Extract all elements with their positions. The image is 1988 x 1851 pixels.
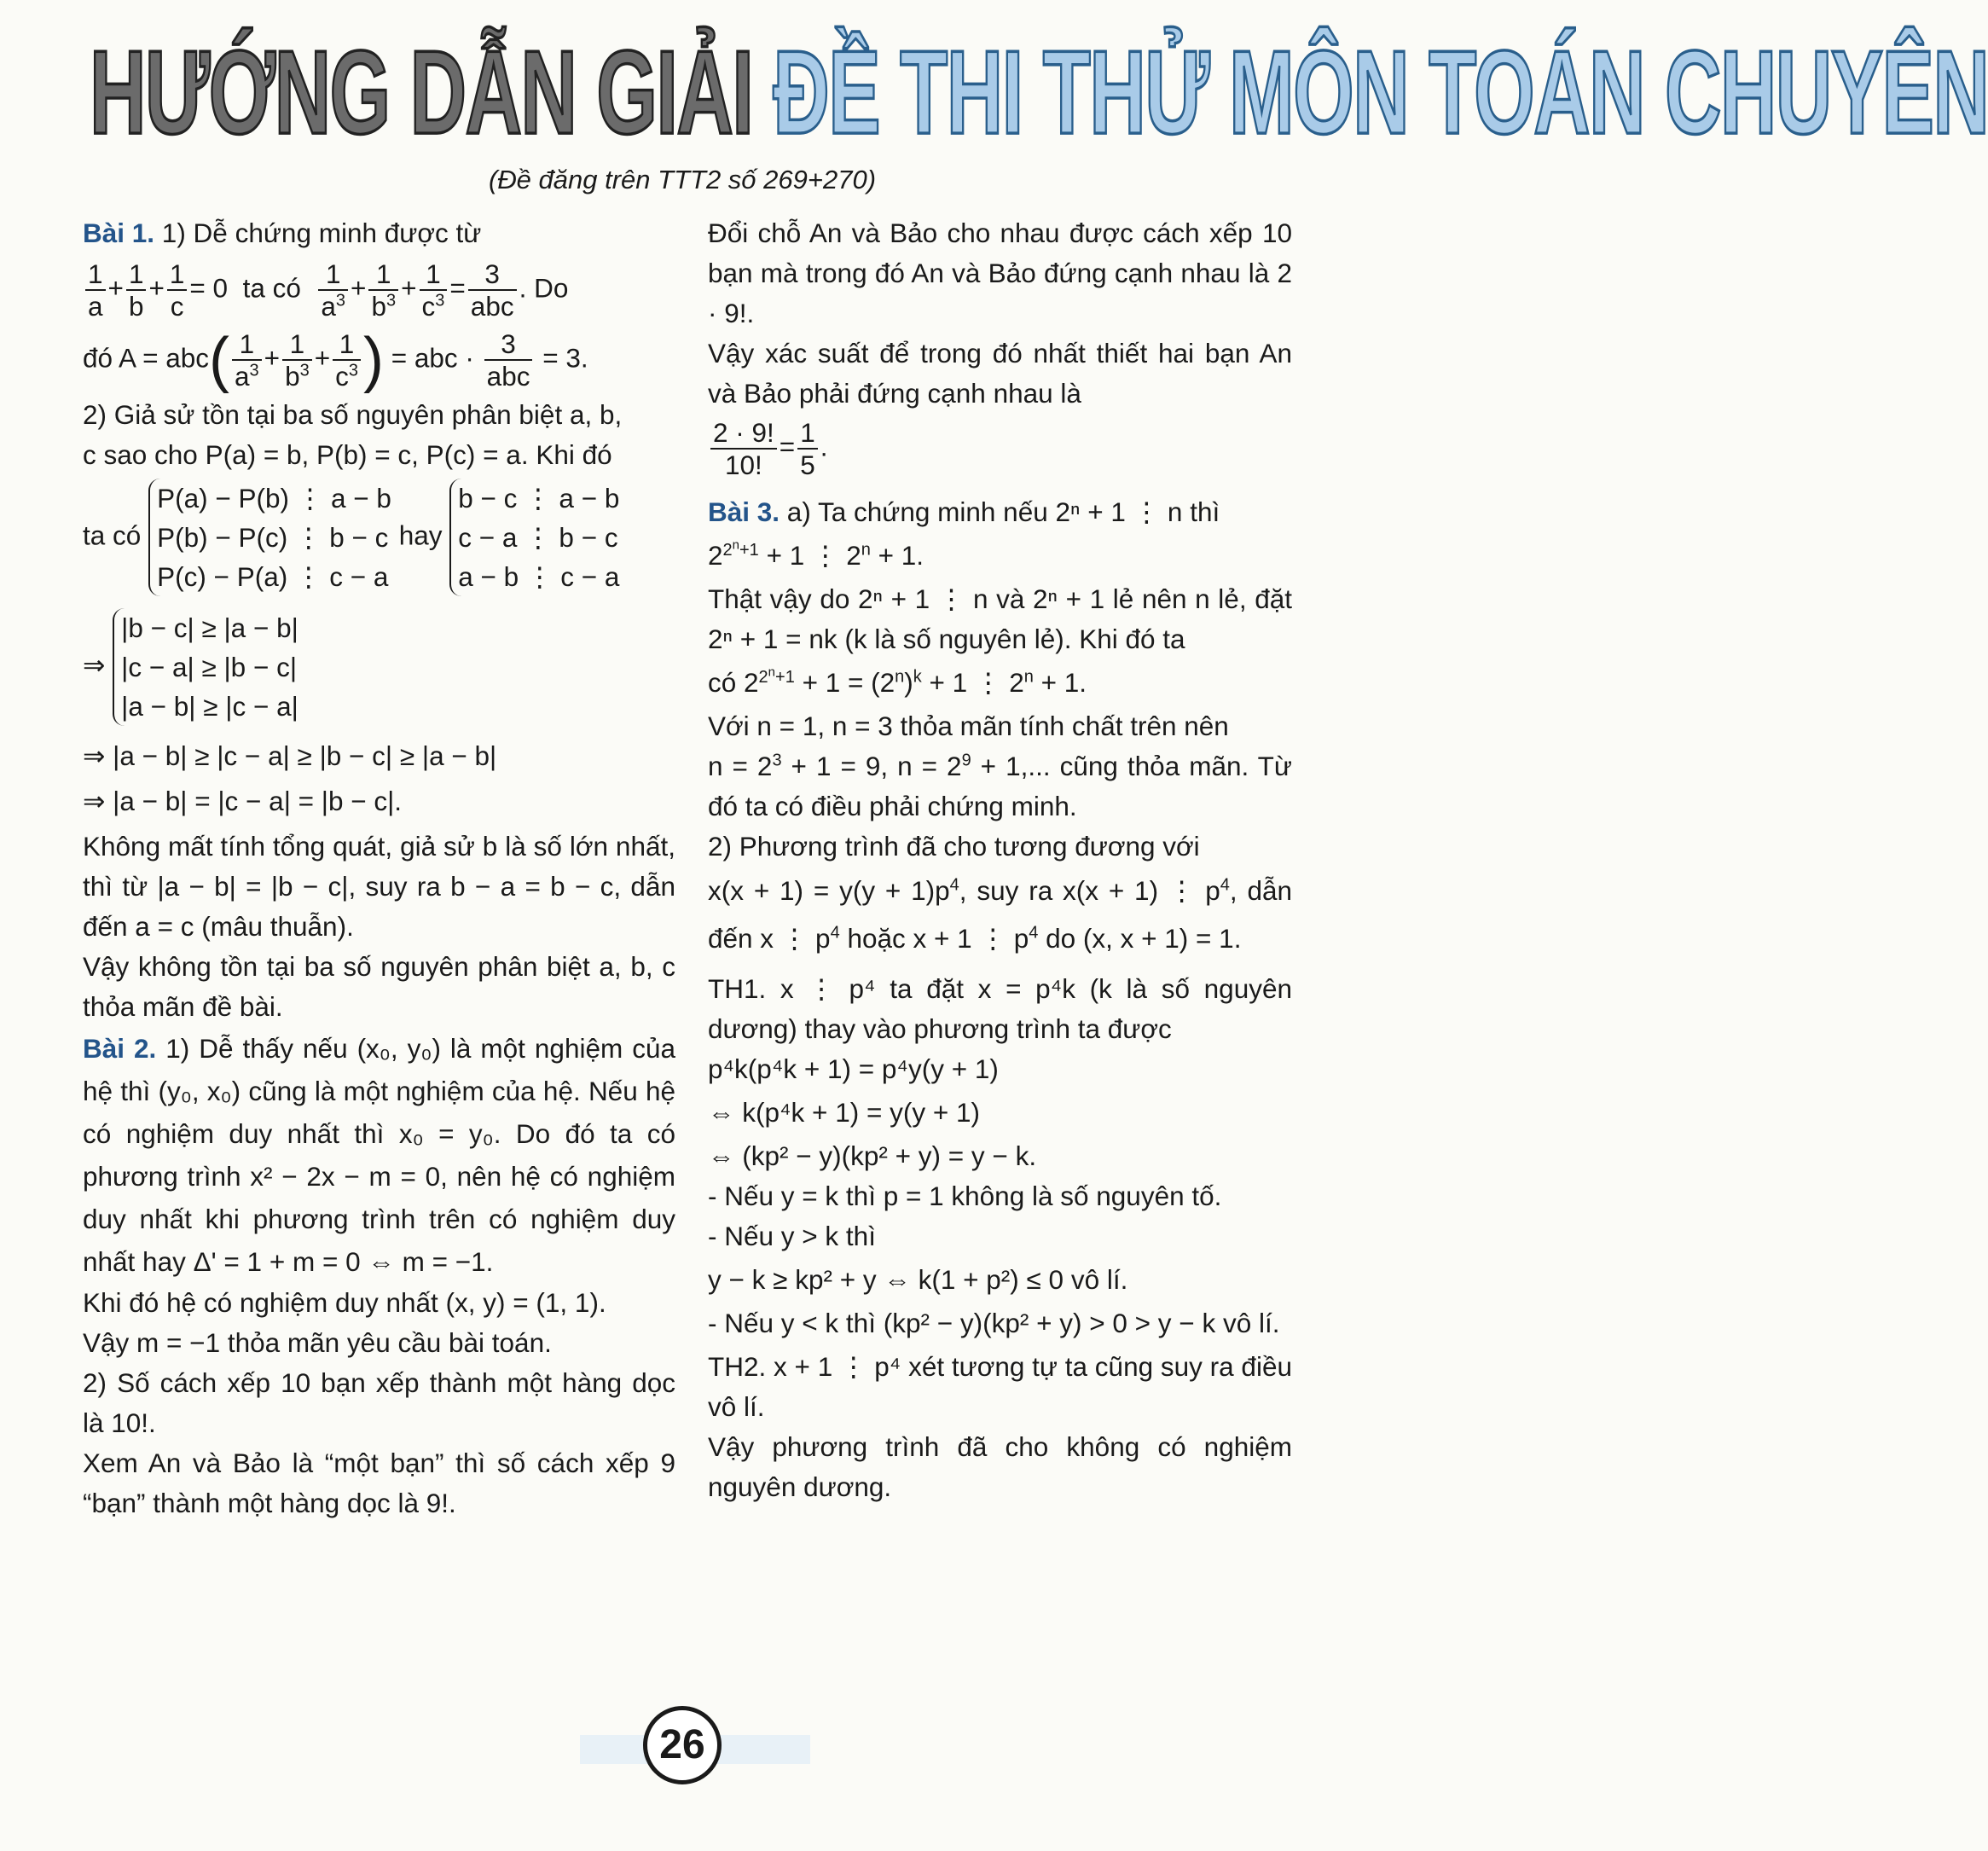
bai1-impl2: ⇒ |a − b| = |c − a| = |b − c|. [83,786,403,816]
title-part1: HƯỚNG DẪN GIẢI [90,26,753,160]
xac-suat-formula: $\frac{2 \cdot 9!}{10!}$ = $\frac{1}{5}$ . [708,417,1292,480]
bai2-vay: Vậy m = −1 thỏa mãn yêu cầu bài toán. [83,1327,552,1358]
left-column [83,213,675,1523]
bai3-label: Bài 3. [708,496,780,527]
bai1-part2-l1: 2) Giả sử tồn tại ba số nguyên phân biệt a, b, [83,399,623,430]
th1-eq2: ⇔ k(p⁴k + 1) = y(y + 1) [708,1097,980,1128]
bai1-eq1: $\frac{1}{a}$ + $\frac{1}{b}$ + $\frac{1}{c}$ = 0 ta có $\frac{1}{a^3}$ + $\frac{1}{b^3}$ + $\frac{1}{c^3}$ = $\frac{3}{\text{abc}}$ . Do [83,258,675,322]
bai1-intro: Bài 1. 1) Dễ chứng minh được từ [83,218,482,248]
neu-3: - Nếu y < k thì (kp² − y)(kp² + y) > 0 > y − k vô lí. [708,1308,1280,1338]
th2: TH2. x + 1 ⋮ p⁴ xét tương tự ta cũng suy ra điều vô lí. [708,1351,1292,1422]
bai1-eq2: đó A = abc( $\frac{1}{a^3}$ + $\frac{1}{b^3}$ + $\frac{1}{c^3}$ ) = abc · $\frac{3}{\text{abc}}$ = 3. [83,326,588,394]
bai3-part2: 2) Phương trình đã cho tương đương với [708,831,1200,862]
bai3-tu: $n = 2^3 + 1 = 9$, $n = 2^9 + 1$,... cũng thỏa mãn. Từ đó ta có điều phải chứng minh. [708,751,1293,821]
page-title [90,26,1988,160]
title-part2: ĐỀ THI THỬ MÔN TOÁN CHUYÊN [773,26,1988,160]
bai1-systems: ta có P(a) − P(b) ⋮ a − b P(b) − P(c) ⋮ b − c P(c) − P(a) ⋮ c − a hay b − c ⋮ a − b c − a ⋮ b − c a − b ⋮ c − a [83,475,675,600]
th1: TH1. x ⋮ p⁴ ta đặt x = p⁴k (k là số nguyên dương) thay vào phương trình ta được [708,973,1292,1044]
doi-cho: Đổi chỗ An và Bảo cho nhau được cách xếp 10 bạn mà trong đó An và Bảo đứng cạnh nhau là 2 · 9!. [708,218,1292,328]
vay-xac-suat: Vậy xác suất để trong đó nhất thiết hai bạn An và Bảo phải đứng cạnh nhau là [708,338,1292,409]
system-3: |b − c| ≥ |a − b| |c − a| ≥ |b − c| |a − b| ≥ |c − a| [113,608,298,726]
bai1-impl1: ⇒ |a − b| ≥ |c − a| ≥ |b − c| ≥ |a − b| [83,740,497,771]
neu-2: - Nếu y > k thì [708,1221,876,1251]
bai1-system3: ⇒ |b − c| ≥ |a − b| |c − a| ≥ |b − c| |a − b| ≥ |c − a| [83,605,675,729]
bai3-that-vay: Thật vậy do 2ⁿ + 1 ⋮ n và 2ⁿ + 1 lẻ nên n lẻ, đặt 2ⁿ + 1 = nk (k là số nguyên lẻ). Khi đó ta [708,583,1292,654]
bai2-xem: Xem An và Bảo là “một bạn” thì số cách xếp 9 “bạn” thành một hàng dọc là 9!. [83,1448,675,1518]
th1-eq3: ⇔ (kp² − y)(kp² + y) = y − k. [708,1140,1037,1171]
th1-eq1: p⁴k(p⁴k + 1) = p⁴y(y + 1) [708,1053,999,1084]
system-1: P(a) − P(b) ⋮ a − b P(b) − P(c) ⋮ b − c P(c) − P(a) ⋮ c − a [148,479,391,596]
bai3-a: Bài 3. a) Ta chứng minh nếu 2ⁿ + 1 ⋮ n thì [708,496,1220,527]
bai1-part2-l2: c sao cho P(a) = b, P(b) = c, P(c) = a. Khi đó [83,439,612,470]
bai1-label: Bài 1. [83,218,155,248]
bai2-part2: 2) Số cách xếp 10 bạn xếp thành một hàng dọc là 10!. [83,1367,675,1438]
page-number-circle: 26 [643,1706,722,1784]
subtitle: (Đề đăng trên TTT2 số 269+270) [488,165,877,194]
bai3-eq-main: $x(x + 1) = y(y + 1)p^4$, suy ra x(x + 1) ⋮ $p^4$, dẫn đến x ⋮ $p^4$ hoặc x + 1 ⋮ $p^4$ do (x, x + 1) = 1. [708,875,1293,954]
bai3-claim: $2^{2^n+1} + 1$ ⋮ $2^n + 1$. [708,537,924,571]
neu-1: - Nếu y = k thì p = 1 không là số nguyên tố. [708,1181,1222,1211]
bai1-vay: Vậy không tồn tại ba số nguyên phân biệt a, b, c thỏa mãn đề bài. [83,951,675,1022]
bai3-co: có $2^{2^n+1} + 1 = (2^n)^k + 1$ ⋮ $2^n + 1$. [708,664,1087,698]
bai2-part1: Bài 2. 1) Dễ thấy nếu (x₀, y₀) là một nghiệm của hệ thì (y₀, x₀) cũng là một nghiệm của hệ. Nếu hệ có nghiệm duy nhất thì x₀ = y₀. Do đó ta có phương trình x² − 2x − m = 0, nên hệ có nghiệm duy nhất khi phương trình trên có nghiệm duy nhất hay Δ' = 1 + m = 0 ⇔ m = −1. [83,1033,675,1277]
page-number [0,1706,1365,1784]
bai2-label: Bài 2. [83,1033,157,1064]
bai1-khong-mat: Không mất tính tổng quát, giả sử b là số lớn nhất, thì từ |a − b| = |b − c|, suy ra b − a = b − c, dẫn đến a = c (mâu thuẫn). [83,831,675,942]
system-2: b − c ⋮ a − b c − a ⋮ b − c a − b ⋮ c − a [449,479,619,596]
bai2-khi: Khi đó hệ có nghiệm duy nhất (x, y) = (1, 1). [83,1287,606,1318]
ket-luan: Vậy phương trình đã cho không có nghiệm nguyên dương. [708,1431,1292,1502]
bai3-voi: Với n = 1, n = 3 thỏa mãn tính chất trên nên [708,711,1229,741]
right-column [708,213,1292,1507]
neu-2b: y − k ≥ kp² + y ⇔ k(1 + p²) ≤ 0 vô lí. [708,1264,1128,1295]
